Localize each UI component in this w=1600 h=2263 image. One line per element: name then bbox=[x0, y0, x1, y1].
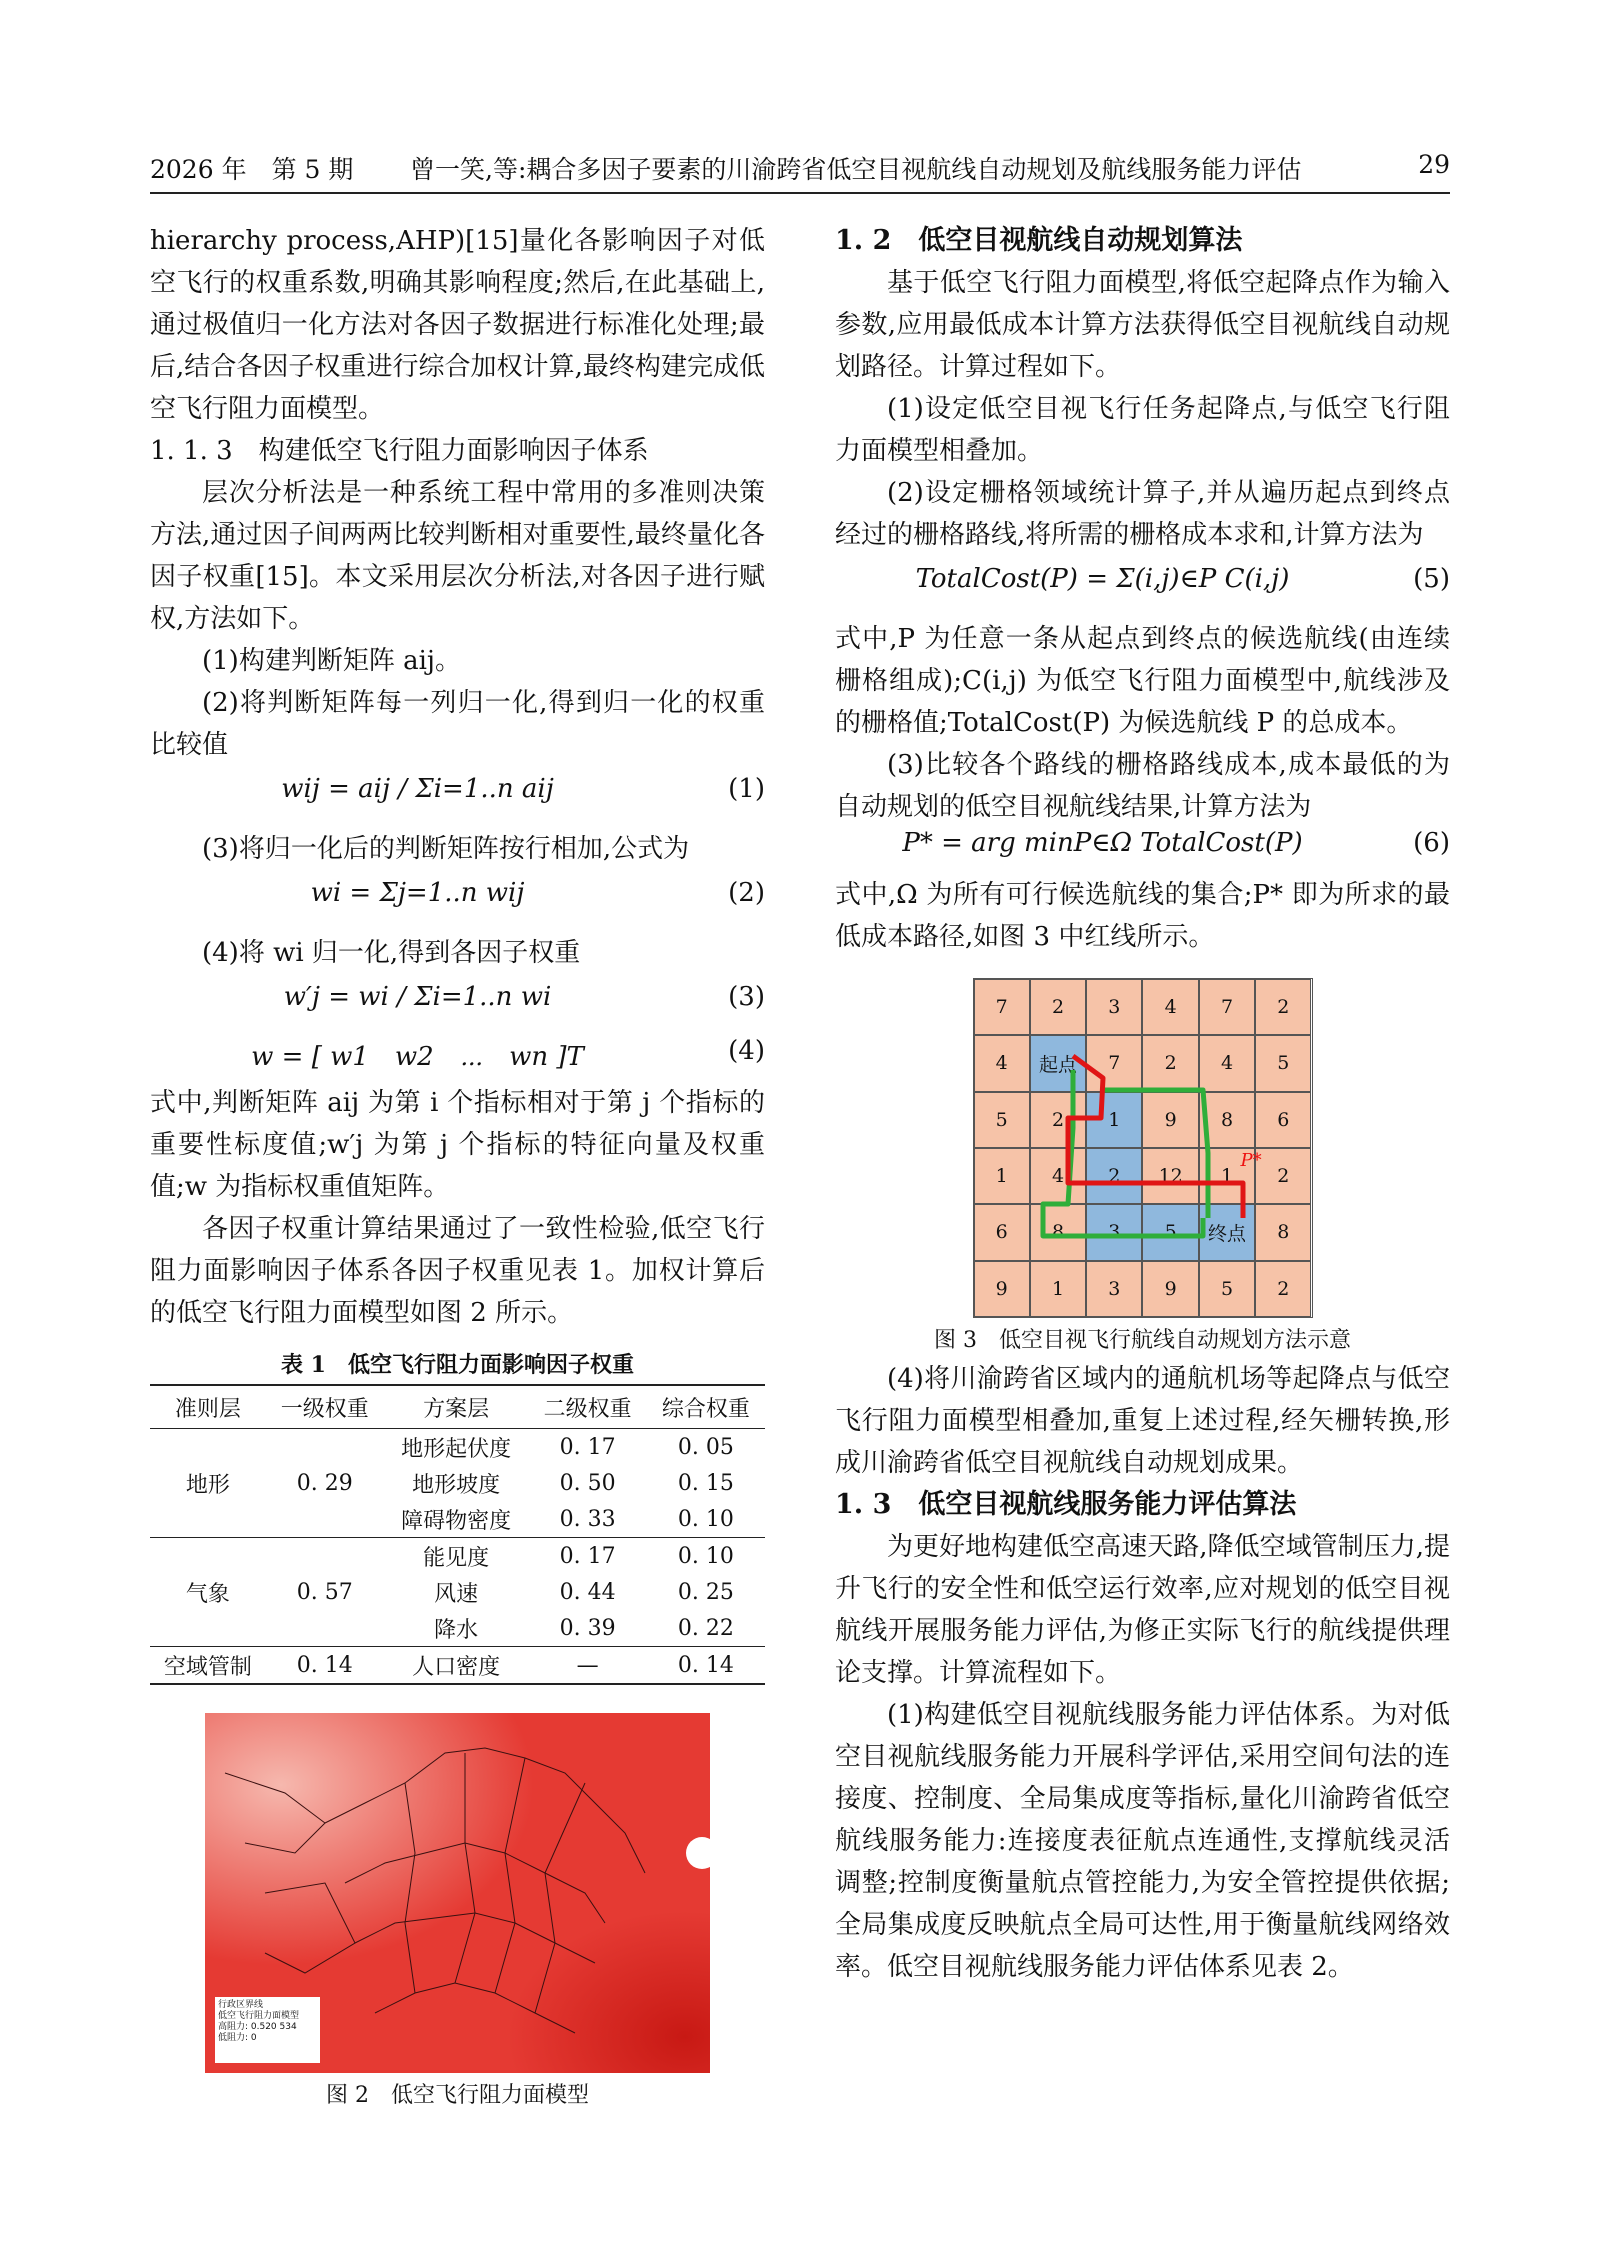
paragraph: hierarchy process,AHP)[15]量化各影响因子对低空飞行的权重系数,明确其影响程度;然后,在此基础上,通过极值归一化方法对各因子数据进行标准化处理;最后,结合各因子权重进行综合加权计算,最终构建完成低空飞行阻力面模型。 bbox=[150, 226, 765, 424]
table-1-caption: 表 1 低空飞行阻力面影响因子权重 bbox=[281, 1352, 634, 1378]
p-star-label: P* bbox=[1240, 1150, 1262, 1171]
grid-cell: 7 bbox=[1199, 979, 1255, 1035]
optimal-path-red bbox=[1068, 1056, 1243, 1218]
grid-cell: 2 bbox=[1255, 1261, 1311, 1317]
legend-item: 行政区界线 bbox=[218, 2000, 264, 2010]
equation-number: (3) bbox=[728, 982, 765, 1012]
table-cell: 0. 14 bbox=[266, 1647, 384, 1685]
grid-cell: 8 bbox=[1030, 1204, 1086, 1260]
equation-number: (5) bbox=[1413, 564, 1450, 594]
table-cell: 能见度 bbox=[384, 1538, 529, 1575]
figure-3-caption: 图 3 低空目视飞行航线自动规划方法示意 bbox=[934, 1328, 1351, 1353]
table-cell: 0. 44 bbox=[559, 1579, 616, 1605]
grid-cell: 2 bbox=[1255, 979, 1311, 1035]
grid-cell: 2 bbox=[1255, 1148, 1311, 1204]
grid-cell: 8 bbox=[1199, 1092, 1255, 1148]
equation-body: wij = aij / Σi=1..n aij bbox=[281, 774, 554, 804]
paragraph: 式中,判断矩阵 aij 为第 i 个指标相对于第 j 个指标的重要性标度值;w′j 为第 j 个指标的特征向量及权重值;w 为指标权重值矩阵。 bbox=[150, 1088, 765, 1202]
paragraph: 式中,Ω 为所有可行候选航线的集合;P* 即为所求的最低成本路径,如图 3 中红线所示。 bbox=[835, 880, 1450, 952]
equation-body: w = [ w1 w2 ⋯ wn ]T bbox=[251, 1042, 584, 1072]
grid-cell: 3 bbox=[1086, 1261, 1142, 1317]
figure-2-caption: 图 2 低空飞行阻力面模型 bbox=[326, 2083, 589, 2108]
equation-number: (1) bbox=[728, 774, 765, 804]
paragraph: 式中,P 为任意一条从起点到终点的候选航线(由连续栅格组成);C(i,j) 为低空飞行阻力面模型中,航线涉及的栅格值;TotalCost(P) 为候选航线 P 的总成本。 bbox=[835, 624, 1450, 738]
table-cell: 0. 14 bbox=[647, 1647, 765, 1685]
table-cell: 0. 17 bbox=[559, 1434, 616, 1460]
grid-cell: 2 bbox=[1086, 1148, 1142, 1204]
grid-cell: 1 bbox=[1030, 1261, 1086, 1317]
table-header: 二级权重 bbox=[528, 1385, 646, 1429]
grid-cell: 6 bbox=[974, 1204, 1030, 1260]
grid-cell: 1 bbox=[1086, 1092, 1142, 1148]
grid-cell: 3 bbox=[1086, 979, 1142, 1035]
map-legend bbox=[215, 1997, 320, 2063]
figure-3-grid-diagram bbox=[973, 978, 1313, 1318]
table-cell: 气象 bbox=[150, 1538, 266, 1647]
equation-5 bbox=[835, 556, 1450, 618]
grid-cell: 4 bbox=[1142, 979, 1198, 1035]
equation-body: TotalCost(P) = Σ(i,j)∈P C(i,j) bbox=[915, 564, 1290, 594]
table-cell: 风速 bbox=[434, 1581, 479, 1607]
table-cell: 0. 57 bbox=[266, 1538, 384, 1647]
paragraph: 基于低空飞行阻力面模型,将低空起降点作为输入参数,应用最低成本计算方法获得低空目视航线自动规划路径。计算过程如下。 bbox=[835, 268, 1450, 382]
paragraph: 为更好地构建低空高速天路,降低空域管制压力,提升飞行的安全性和低空运行效率,应对规划的低空目视航线开展服务能力评估,为修正实际飞行的航线提供理论支撑。计算流程如下。 bbox=[835, 1532, 1450, 1688]
table-header: 方案层 bbox=[384, 1385, 529, 1429]
paragraph: (1)构建低空目视航线服务能力评估体系。为对低空目视航线服务能力开展科学评估,采用空间句法的连接度、控制度、全局集成度等指标,量化川渝跨省低空航线服务能力:连接度表征航点连通性,支撑航线灵活调整;控制度衡量航点管控能力,为安全管控提供依据;全局集成度反映航点全局可达性,用于衡量航线网络效率。低空目视航线服务能力评估体系见表 2。 bbox=[835, 1700, 1450, 1982]
candidate-path-green bbox=[1103, 1090, 1208, 1218]
grid-cell: 9 bbox=[974, 1261, 1030, 1317]
table-cell: 地形 bbox=[185, 1472, 230, 1498]
equation-body: w′j = wi / Σi=1..n wi bbox=[283, 982, 552, 1012]
grid-cell: 1 bbox=[974, 1148, 1030, 1204]
equation-3 bbox=[150, 974, 765, 1036]
grid-cell: 9 bbox=[1142, 1092, 1198, 1148]
right-column bbox=[835, 220, 1450, 1988]
step-4: (4)将 wi 归一化,得到各因子权重 bbox=[202, 938, 581, 968]
table-cell: 障碍物密度 bbox=[401, 1508, 512, 1534]
table-cell: 0. 10 bbox=[647, 1538, 765, 1575]
table-cell: 0. 15 bbox=[677, 1470, 734, 1496]
grid-cell: 5 bbox=[1199, 1261, 1255, 1317]
table-cell: 地形坡度 bbox=[412, 1472, 501, 1498]
equation-number: (2) bbox=[728, 878, 765, 908]
grid-cell: 2 bbox=[1142, 1035, 1198, 1091]
step-3: (3)将归一化后的判断矩阵按行相加,公式为 bbox=[202, 834, 690, 864]
grid-cell: 7 bbox=[974, 979, 1030, 1035]
section-heading-1-3: 1. 3 低空目视航线服务能力评估算法 bbox=[835, 1489, 1297, 1520]
grid-cell: 4 bbox=[974, 1035, 1030, 1091]
table-1 bbox=[150, 1384, 765, 1685]
table-row bbox=[150, 1429, 765, 1466]
table-cell: 0. 50 bbox=[559, 1470, 616, 1496]
grid-cell: 终点 bbox=[1199, 1204, 1255, 1260]
paragraph: 各因子权重计算结果通过了一致性检验,低空飞行阻力面影响因子体系各因子权重见表 1。加权计算后的低空飞行阻力面模型如图 2 所示。 bbox=[150, 1214, 765, 1328]
table-cell: 降水 bbox=[434, 1617, 479, 1643]
table-cell: 0. 29 bbox=[296, 1470, 353, 1496]
grid-cell: 8 bbox=[1255, 1204, 1311, 1260]
grid-cell: 5 bbox=[1255, 1035, 1311, 1091]
resistance-map bbox=[205, 1713, 710, 2073]
left-column bbox=[150, 220, 765, 2113]
grid-cell: 4 bbox=[1199, 1035, 1255, 1091]
paragraph: 层次分析法是一种系统工程中常用的多准则决策方法,通过因子间两两比较判断相对重要性,最终量化各因子权重[15]。本文采用层次分析法,对各因子进行赋权,方法如下。 bbox=[150, 478, 765, 634]
legend-item: 低空飞行阻力面模型 bbox=[218, 2011, 300, 2021]
table-header: 准则层 bbox=[150, 1385, 266, 1429]
equation-4 bbox=[150, 1036, 765, 1082]
step-3: (3)比较各个路线的栅格路线成本,成本最低的为自动规划的低空目视航线结果,计算方法为 bbox=[835, 750, 1450, 822]
table-cell: 0. 39 bbox=[559, 1615, 616, 1641]
table-cell: 人口密度 bbox=[384, 1647, 529, 1685]
grid-cell: 3 bbox=[1086, 1204, 1142, 1260]
page-number: 29 bbox=[1418, 150, 1450, 179]
grid-cell: 6 bbox=[1255, 1092, 1311, 1148]
table-cell: 0. 22 bbox=[677, 1615, 734, 1641]
table-cell: 0. 10 bbox=[677, 1506, 734, 1532]
grid-cell: 2 bbox=[1030, 1092, 1086, 1148]
equation-number: (6) bbox=[1413, 828, 1450, 858]
grid-cell: 7 bbox=[1086, 1035, 1142, 1091]
equation-1 bbox=[150, 766, 765, 828]
grid-cell: 12 bbox=[1142, 1148, 1198, 1204]
issue-info: 2026 年 第 5 期 bbox=[150, 155, 354, 184]
equation-body: P* = arg minP∈Ω TotalCost(P) bbox=[902, 828, 1303, 858]
table-cell: 空域管制 bbox=[150, 1647, 266, 1685]
table-cell: 地形起伏度 bbox=[401, 1436, 512, 1462]
equation-body: wi = Σj=1..n wij bbox=[310, 878, 525, 908]
table-header: 综合权重 bbox=[647, 1385, 765, 1429]
table-cell: 0. 33 bbox=[559, 1506, 616, 1532]
equation-6 bbox=[835, 828, 1450, 874]
header-rule bbox=[150, 192, 1450, 194]
grid-cell: 1 bbox=[1199, 1148, 1255, 1204]
step-1: (1)构建判断矩阵 aij。 bbox=[202, 646, 461, 676]
step-2: (2)将判断矩阵每一列归一化,得到归一化的权重比较值 bbox=[150, 688, 765, 760]
step-2: (2)设定栅格领域统计算子,并从遍历起点到终点经过的栅格路线,将所需的栅格成本求和,计算方法为 bbox=[835, 478, 1450, 550]
table-cell: — bbox=[528, 1647, 646, 1685]
section-heading-1-2: 1. 2 低空目视航线自动规划算法 bbox=[835, 225, 1243, 256]
table-row bbox=[150, 1647, 765, 1685]
table-cell: 0. 05 bbox=[677, 1434, 734, 1460]
grid-cell: 2 bbox=[1030, 979, 1086, 1035]
legend-item: 低阻力: 0 bbox=[218, 2033, 257, 2043]
table-row bbox=[150, 1538, 765, 1575]
grid-cell: 5 bbox=[1142, 1204, 1198, 1260]
grid-cell: 5 bbox=[974, 1092, 1030, 1148]
equation-2 bbox=[150, 870, 765, 932]
grid-cell: 9 bbox=[1142, 1261, 1198, 1317]
equation-number: (4) bbox=[728, 1036, 765, 1066]
section-heading-1-1-3: 1. 1. 3 构建低空飞行阻力面影响因子体系 bbox=[150, 436, 649, 466]
grid-cell: 4 bbox=[1030, 1148, 1086, 1204]
table-cell: 0. 25 bbox=[677, 1579, 734, 1605]
table-header: 一级权重 bbox=[266, 1385, 384, 1429]
legend-item: 高阻力: 0.520 534 bbox=[218, 2022, 297, 2032]
running-title: 曾一笑,等:耦合多因子要素的川渝跨省低空目视航线自动规划及航线服务能力评估 bbox=[410, 155, 1302, 184]
grid-cell: 起点 bbox=[1030, 1035, 1086, 1091]
table-cell: 0. 17 bbox=[528, 1538, 646, 1575]
step-1: (1)设定低空目视飞行任务起降点,与低空飞行阻力面模型相叠加。 bbox=[835, 394, 1450, 466]
path-overlay bbox=[973, 978, 1313, 1318]
step-4: (4)将川渝跨省区域内的通航机场等起降点与低空飞行阻力面模型相叠加,重复上述过程,经矢栅转换,形成川渝跨省低空目视航线自动规划成果。 bbox=[835, 1364, 1450, 1478]
